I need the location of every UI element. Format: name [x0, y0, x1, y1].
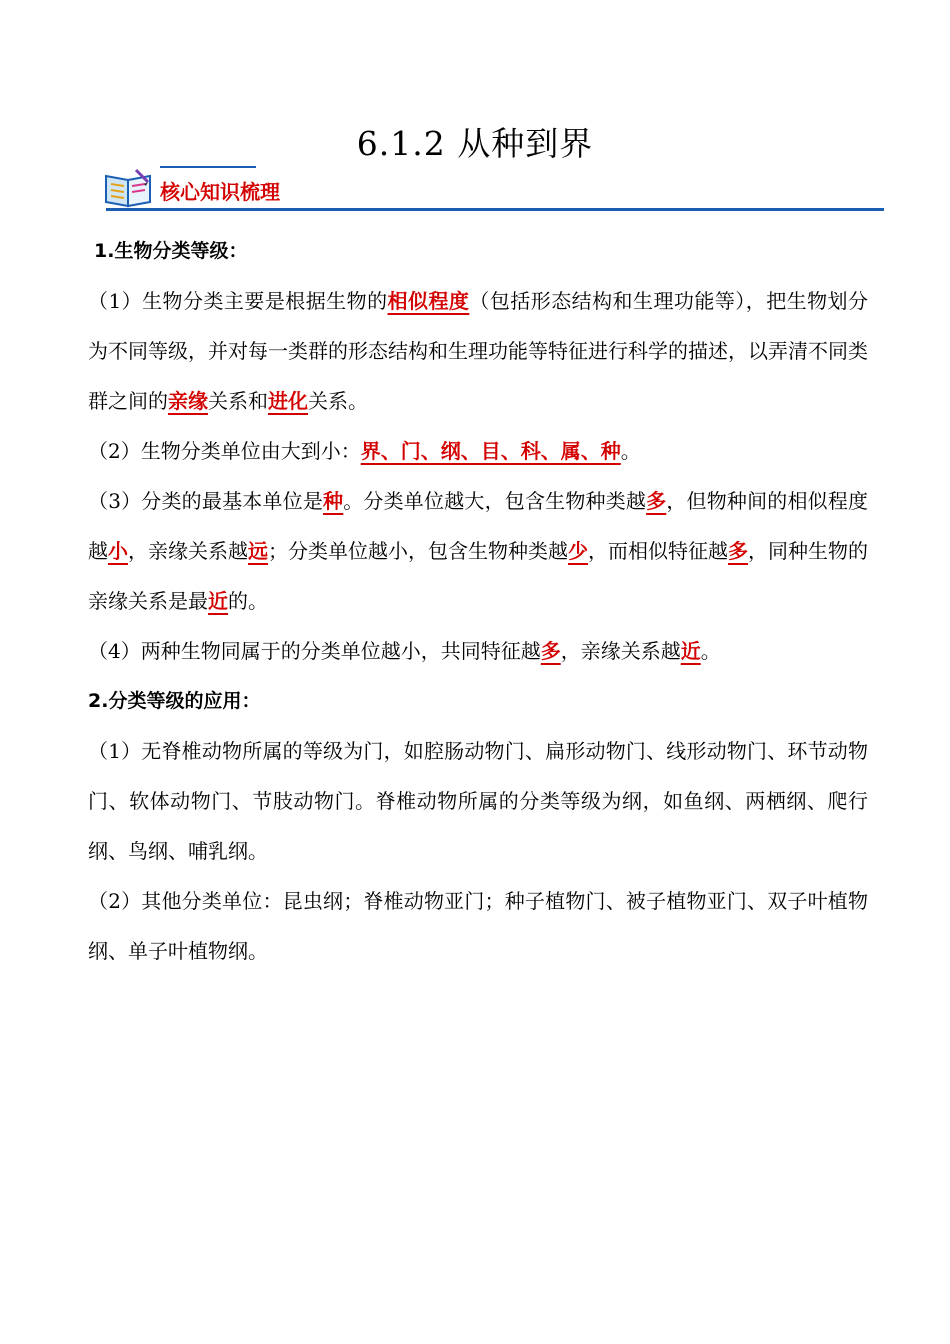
- answer-blank: 多: [540, 639, 561, 663]
- section-header: [102, 162, 882, 214]
- page-title: 6.1.2 从种到界: [356, 124, 594, 163]
- text: 。: [620, 439, 641, 463]
- answer-blank: 少: [568, 539, 588, 563]
- header-top-rule: [160, 166, 256, 168]
- paragraph-1: [88, 276, 868, 426]
- answer-blank: 多: [728, 539, 748, 563]
- paragraph-2: [88, 426, 868, 476]
- paragraph-6: （2）其他分类单位：昆虫纲；脊椎动物亚门；种子植物门、被子植物亚门、双子叶植物纲、单子叶植物纲。: [88, 889, 868, 963]
- document-body: [88, 226, 868, 976]
- text: ，而相似特征越: [588, 539, 728, 563]
- header-bottom-rule: [106, 208, 884, 211]
- text: ，但物种间的相似程度越: [88, 489, 869, 563]
- section-header-label: 核心知识梳理: [160, 180, 280, 204]
- text: ；分类单位越小，包含生物种类越: [268, 539, 568, 563]
- text: （3）分类的最基本单位是: [88, 489, 324, 513]
- text: 。: [700, 639, 721, 663]
- heading-classification-levels: 1.生物分类等级：: [94, 240, 248, 262]
- paragraph-4: [88, 626, 868, 676]
- text: ，同种生物的亲缘关系是最: [88, 539, 868, 613]
- answer-blank: 近: [208, 589, 228, 613]
- text: ，亲缘关系越: [128, 539, 248, 563]
- heading-classification-application: 2.分类等级的应用：: [88, 690, 261, 712]
- paragraph-5: （1）无脊椎动物所属的等级为门，如腔肠动物门、扁形动物门、线形动物门、环节动物门、软体动物门、节肢动物门。脊椎动物所属的分类等级为纲，如鱼纲、两栖纲、爬行纲、鸟纲、哺乳纲。: [88, 739, 868, 863]
- answer-blank: 种: [323, 489, 344, 513]
- answer-blank: 近: [680, 639, 701, 663]
- text: ，亲缘关系越: [560, 639, 681, 663]
- answer-blank: 远: [248, 539, 268, 563]
- answer-blank: 小: [108, 539, 128, 563]
- text: 的。: [228, 589, 268, 613]
- text: （包括形态结构和生理功能等），把生物划分为不同等级，并对每一类群的形态结构和生理功能等特征进行科学的描述，以弄清不同类群之间的: [88, 289, 869, 413]
- text: 。分类单位越大，包含生物种类越: [343, 489, 647, 513]
- text: （2）生物分类单位由大到小：: [88, 439, 361, 463]
- paragraph-3: [88, 476, 868, 626]
- text: 关系和: [208, 389, 268, 413]
- open-book-icon: [102, 166, 156, 210]
- text: （4）两种生物同属于的分类单位越小，共同特征越: [88, 639, 541, 663]
- text: 关系。: [308, 389, 368, 413]
- text: （1）生物分类主要是根据生物的: [88, 289, 388, 313]
- answer-blank: 亲缘: [168, 389, 208, 413]
- answer-blank: 多: [646, 489, 667, 513]
- answer-blank: 进化: [268, 389, 308, 413]
- answer-blank: 相似程度: [387, 289, 470, 313]
- answer-blank: 界、门、纲、目、科、属、种: [360, 439, 621, 463]
